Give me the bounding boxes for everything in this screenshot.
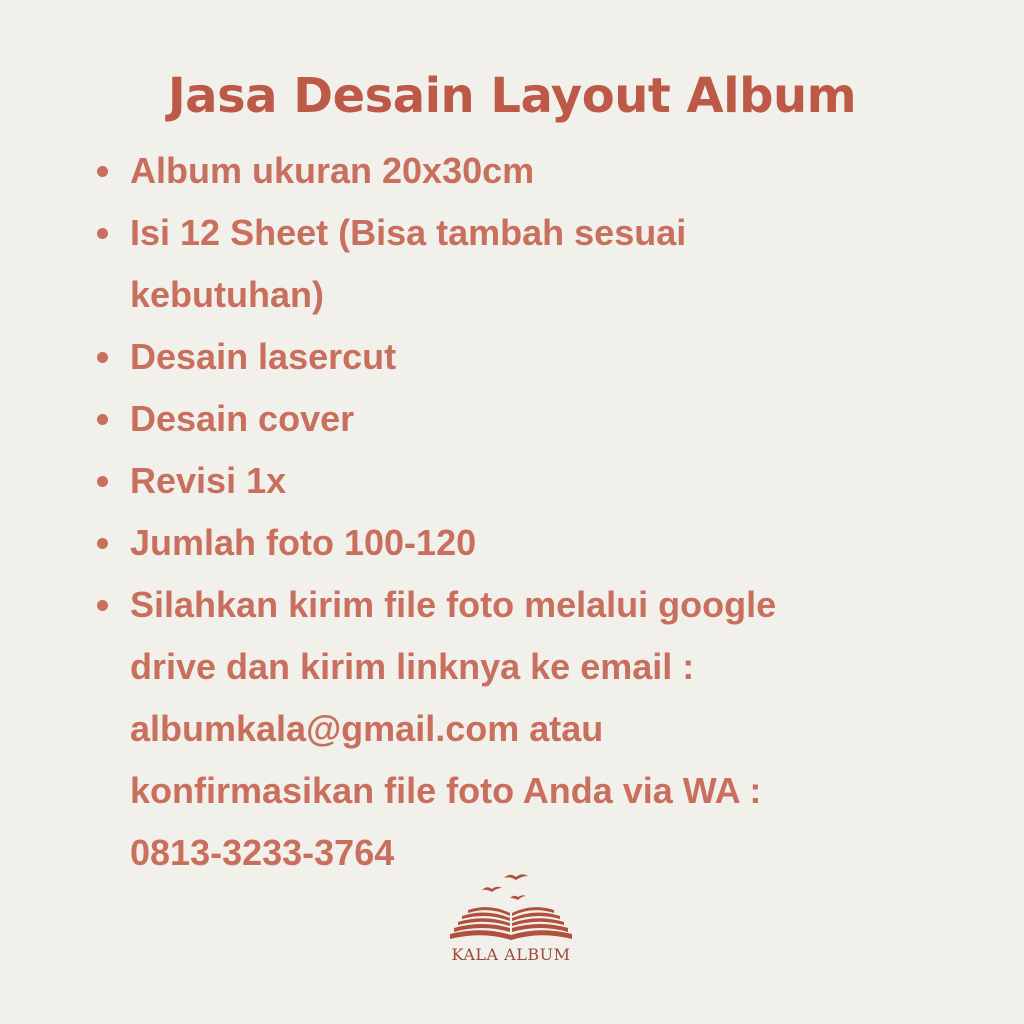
feature-list [130, 140, 990, 884]
list-item [130, 574, 990, 884]
list-item-line: Desain cover [130, 398, 355, 439]
bullet-icon [97, 414, 108, 425]
brand-name: KALA ALBUM [451, 945, 571, 964]
bullet-icon [97, 476, 108, 487]
list-item [130, 388, 990, 450]
list-item-line: kebutuhan) [130, 274, 324, 315]
brand-logo [446, 868, 576, 968]
list-item-line: Desain lasercut [130, 336, 397, 377]
list-item-line: Album ukuran 20x30cm [130, 150, 535, 191]
bullet-icon [97, 166, 108, 177]
bullet-icon [97, 352, 108, 363]
bullet-icon [97, 228, 108, 239]
list-item [130, 326, 990, 388]
list-item [130, 512, 990, 574]
list-item-line: Isi 12 Sheet (Bisa tambah sesuai [130, 212, 687, 253]
list-item-line: 0813-3233-3764 [130, 832, 395, 873]
list-item [130, 140, 990, 202]
page-title: Jasa Desain Layout Album [167, 68, 857, 124]
open-book-with-birds-icon [446, 868, 576, 946]
list-item-line: Revisi 1x [130, 460, 287, 501]
bullet-icon [97, 538, 108, 549]
list-item-line: Jumlah foto 100-120 [130, 522, 477, 563]
list-item-line: konfirmasikan file foto Anda via WA : [130, 770, 762, 811]
list-item-line: drive dan kirim linknya ke email : [130, 646, 695, 687]
list-item-line: Silahkan kirim file foto melalui google [130, 584, 777, 625]
list-item [130, 450, 990, 512]
bullet-icon [97, 600, 108, 611]
list-item-line: albumkala@gmail.com atau [130, 708, 604, 749]
list-item [130, 202, 990, 326]
